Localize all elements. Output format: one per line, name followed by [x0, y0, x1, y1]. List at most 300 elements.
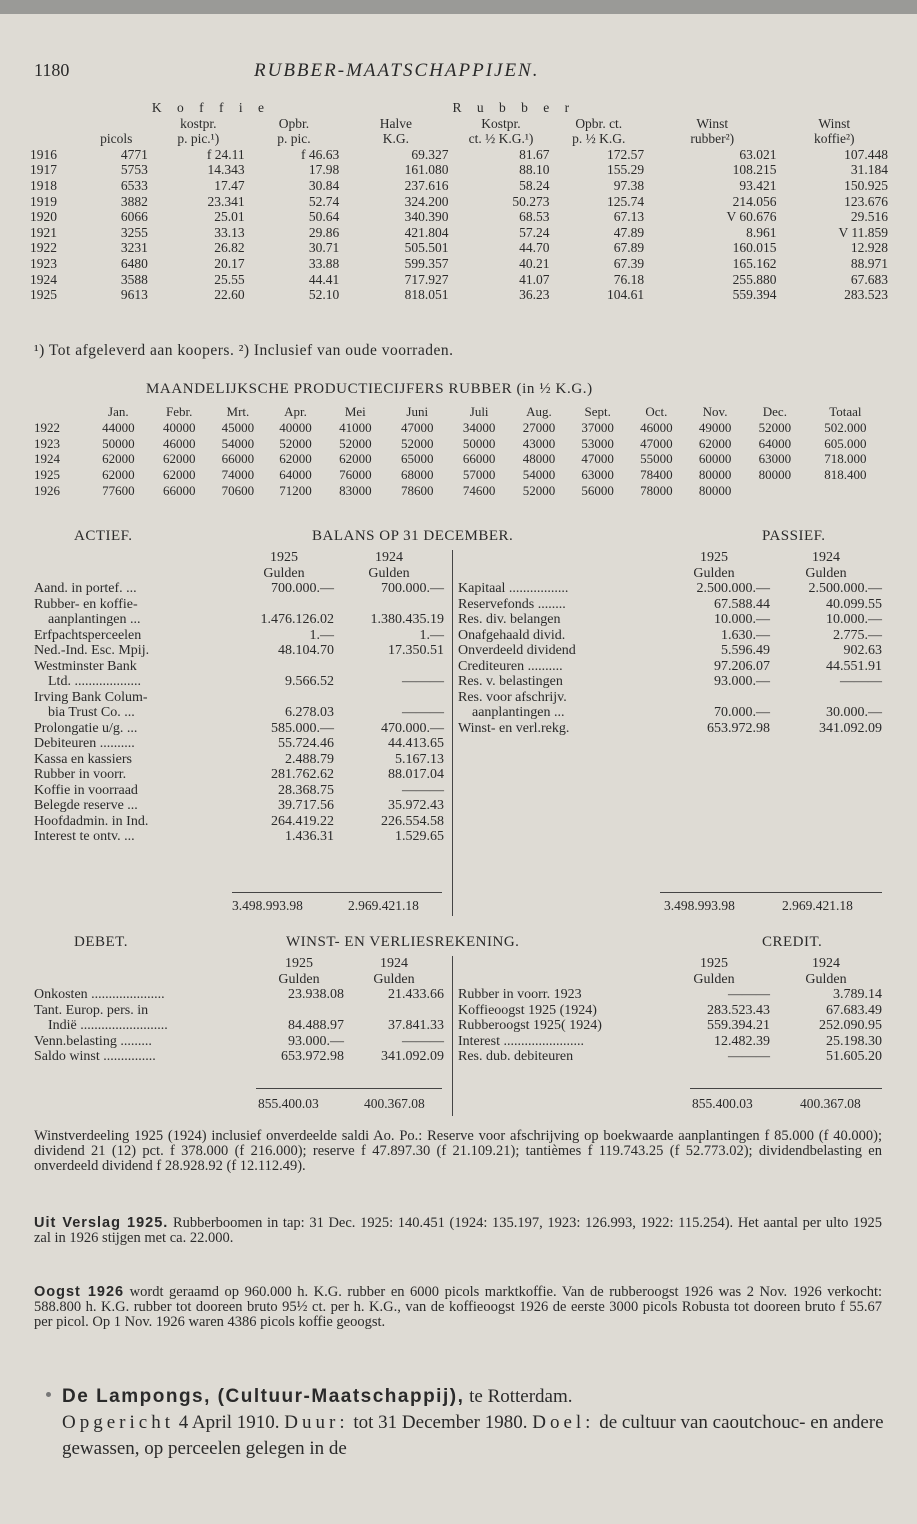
row-label: Tant. Europ. pers. in	[34, 1002, 149, 1018]
table-cell: 17.98	[308, 162, 340, 178]
verslag-paragraph	[34, 1216, 882, 1246]
empty-cell	[458, 956, 658, 972]
table-cell: 14.343	[207, 162, 245, 178]
table-cell: 62000	[698, 435, 732, 451]
table-row	[34, 1049, 444, 1065]
amount-1924: 88.017.04	[388, 767, 444, 782]
table-cell: 52000	[522, 482, 556, 498]
table-cell: f 46.63	[300, 146, 340, 162]
row-label: Res. voor afschrijv.	[458, 689, 567, 705]
table-cell: 67.13	[613, 209, 645, 225]
amount-1924: 2.500.000.—	[808, 581, 882, 596]
table-cell: V 11.859	[838, 224, 888, 240]
table-cell: 81.67	[519, 146, 550, 162]
amount-1924: 10.000.—	[826, 612, 882, 627]
row-label: Reservefonds ........	[458, 596, 566, 612]
empty-cell	[646, 100, 778, 116]
table-cell: 41.07	[519, 271, 550, 287]
table-cell: 83000	[339, 482, 372, 498]
table-cell: 6066	[120, 209, 148, 225]
amount-1924: ———	[402, 1033, 444, 1049]
row-label: Erfpachtsperceelen	[34, 627, 142, 643]
column-header: p. pic.	[277, 131, 311, 147]
table-cell: 76000	[339, 467, 372, 483]
table-cell: 818.051	[404, 287, 449, 303]
amount-1924: 341.092.09	[381, 1049, 444, 1064]
amount-1925: 1.—	[309, 627, 334, 643]
table-cell: 70600	[221, 482, 255, 498]
row-label: Aand. in portef. ...	[34, 581, 137, 596]
table-cell: 33.13	[214, 224, 245, 240]
balance-total-1924-right: 2.969.421.18	[782, 898, 853, 913]
balance-actief-table	[34, 550, 444, 845]
balance-total-rule-right	[660, 892, 882, 893]
koffie-group-label: K o f f i e	[151, 100, 271, 115]
table-row	[34, 674, 444, 690]
coffee-rubber-table	[28, 100, 890, 303]
table-cell: 237.616	[404, 177, 449, 193]
table-cell: 53000	[581, 435, 614, 451]
amount-1925: ———	[728, 987, 770, 1002]
amount-1924: 44.413.65	[388, 736, 444, 751]
table-cell: 63000	[581, 467, 614, 483]
table-cell: 64000	[758, 435, 792, 451]
table-cell: 50.64	[308, 209, 340, 225]
amount-1925: 653.972.98	[707, 720, 770, 736]
table-cell: 104.61	[606, 287, 645, 303]
table-cell: 34000	[462, 419, 496, 435]
unit-header: Gulden	[693, 565, 735, 581]
amount-1925: 23.938.08	[288, 987, 344, 1002]
table-row	[28, 256, 890, 272]
table-cell: 1924	[30, 271, 57, 287]
table-cell: 71200	[279, 482, 312, 498]
column-header: Aug.	[526, 404, 552, 419]
unit-header-row	[458, 972, 882, 988]
table-cell: 123.676	[844, 193, 888, 209]
table-cell: 324.200	[404, 193, 449, 209]
row-label: Rubber- en koffie-	[34, 596, 138, 612]
table-cell: 4771	[120, 146, 148, 162]
column-header: Kostpr.	[481, 115, 521, 131]
table-cell: 78000	[640, 482, 673, 498]
table-cell: 1921	[30, 224, 57, 240]
column-header: Nov.	[702, 404, 728, 419]
year-header: 1924	[375, 550, 403, 565]
amount-1924: 3.789.14	[833, 987, 882, 1002]
table-cell: 33.88	[308, 255, 340, 271]
table-cell: 605.000	[824, 435, 867, 451]
row-label: Koffieoogst 1925 (1924)	[458, 1002, 597, 1018]
table-row	[458, 612, 882, 628]
amount-1925	[234, 659, 334, 675]
table-row	[34, 436, 886, 452]
column-header: Totaal	[829, 404, 862, 419]
column-header: ct. ½ K.G.¹)	[468, 131, 534, 147]
row-label: Prolongatie u/g. ...	[34, 720, 138, 736]
column-header	[28, 116, 83, 132]
table-cell: 505.501	[404, 240, 449, 256]
column-header: Sept.	[584, 404, 611, 419]
column-header: Mrt.	[226, 404, 250, 419]
table-cell: 55000	[640, 451, 673, 467]
year-header: 1925	[285, 956, 313, 971]
table-cell: 47000	[581, 451, 614, 467]
balance-divider	[452, 550, 453, 916]
table-row	[34, 597, 444, 613]
balance-passief-table	[458, 550, 882, 736]
table-row	[34, 690, 444, 706]
table-cell: 255.880	[732, 271, 777, 287]
table-cell: 3255	[120, 224, 148, 240]
table-cell: 155.29	[606, 162, 645, 178]
amount-1924: 226.554.58	[381, 813, 444, 829]
table-group-header-row	[28, 100, 890, 116]
table-row	[28, 209, 890, 225]
year-header: 1924	[812, 956, 840, 971]
table-cell: 161.080	[404, 162, 449, 178]
row-label: Kassa en kassiers	[34, 751, 132, 767]
table-row	[458, 721, 882, 737]
table-row	[34, 987, 444, 1003]
unit-header-row	[458, 566, 882, 582]
amount-1924: ———	[402, 674, 444, 689]
column-header: p. pic.¹)	[177, 131, 220, 147]
page-number: 1180	[34, 60, 70, 80]
table-row	[34, 628, 444, 644]
table-cell: 58.24	[519, 177, 550, 193]
table-cell: 160.015	[732, 240, 777, 256]
column-header	[83, 116, 150, 132]
production-title: MAANDELIJKSCHE PRODUCTIECIJFERS RUBBER (in ½ K.G.)	[146, 381, 593, 397]
table-cell: 1923	[34, 435, 60, 451]
pnl-divider	[452, 956, 453, 1116]
table-cell: 1922	[34, 419, 60, 435]
pnl-credit-label: CREDIT.	[762, 934, 823, 950]
balance-total-rule-left	[232, 892, 442, 893]
amount-1924: 470.000.—	[381, 720, 444, 736]
table-cell: f 24.11	[206, 146, 245, 162]
duur-value: tot 31 December 1980.	[353, 1412, 528, 1433]
amount-1925: 281.762.62	[271, 767, 334, 782]
row-label: Onkosten .....................	[34, 987, 165, 1002]
amount-1924: ———	[402, 705, 444, 720]
table-row	[34, 829, 444, 845]
table-cell: 3588	[120, 271, 148, 287]
amount-1924: 37.841.33	[388, 1018, 444, 1033]
table-cell: 67.39	[613, 255, 645, 271]
table-cell: 47.89	[613, 224, 645, 240]
amount-1924: 1.529.65	[395, 829, 444, 844]
table-row	[28, 147, 890, 163]
table-cell: 1923	[30, 255, 57, 271]
table-cell	[805, 483, 886, 499]
pnl-total-1924-right: 400.367.08	[800, 1096, 861, 1111]
amount-1925: 55.724.46	[278, 736, 334, 751]
table-cell: 78400	[640, 467, 673, 483]
page-title: RUBBER-MAATSCHAPPIJEN.	[254, 60, 540, 81]
empty-cell	[458, 550, 658, 566]
table-row	[34, 643, 444, 659]
oogst-paragraph	[34, 1285, 882, 1331]
column-header: Mei	[344, 404, 366, 419]
table-cell: 40.21	[519, 255, 550, 271]
table-cell: 62000	[162, 467, 196, 483]
amount-1925: 39.717.56	[278, 798, 334, 813]
table-cell: 88.971	[850, 255, 888, 271]
table-cell: 340.390	[404, 209, 449, 225]
unit-header: Gulden	[373, 971, 415, 987]
column-header: K.G.	[382, 131, 410, 147]
pnl-title: WINST- EN VERLIESREKENING.	[286, 934, 520, 950]
empty-cell	[779, 100, 890, 116]
year-header: 1925	[700, 956, 728, 971]
verslag-label: Uit Verslag 1925.	[34, 1215, 169, 1231]
amount-1924: 21.433.66	[388, 987, 444, 1002]
table-row	[458, 674, 882, 690]
balance-total-1925-right: 3.498.993.98	[664, 898, 735, 913]
bullet-mark	[46, 1392, 51, 1397]
table-row	[34, 798, 444, 814]
amount-1924: ———	[402, 782, 444, 798]
row-label: Res. v. belastingen	[458, 674, 563, 689]
company-city: te Rotterdam.	[469, 1386, 573, 1407]
table-cell: 67.683	[850, 271, 888, 287]
row-label: Res. dub. debiteuren	[458, 1049, 574, 1064]
table-row	[28, 225, 890, 241]
column-header: Jan.	[108, 404, 129, 419]
table-cell: 68000	[400, 467, 434, 483]
table-cell: 80000	[698, 467, 732, 483]
amount-1925: 97.206.07	[714, 658, 770, 674]
table-cell: 69.327	[411, 146, 449, 162]
amount-1925: 6.278.03	[285, 705, 334, 720]
table-cell: 8.961	[746, 224, 777, 240]
table-row	[34, 721, 444, 737]
column-header: Opbr. ct.	[575, 115, 623, 131]
empty-cell	[34, 550, 234, 566]
row-label: Crediteuren ..........	[458, 658, 563, 674]
table-cell: 74600	[462, 482, 496, 498]
table-cell: 44.41	[308, 271, 340, 287]
table-row	[458, 690, 882, 706]
table-cell: 40000	[162, 419, 196, 435]
unit-header: Gulden	[805, 971, 847, 987]
winstverdeeling-paragraph: Winstverdeeling 1925 (1924) inclusief onverdeelde saldi Ao. Po.: Reserve voor afschrijving op boekwaarde aanplantingen f 85.000 (f 40.000); dividend 21 (12) pct. f 378.000 (f 216.000); reserve f 47.897.30 (f 21.109.21); tantièmes f 119.743.25 (f 52.773.02); dividendbelasting en onverdeeld dividend f 28.928.92 (f 12.112.49).	[34, 1128, 882, 1175]
table-cell: 1925	[34, 467, 60, 483]
table-row	[458, 597, 882, 613]
table-row	[34, 767, 444, 783]
table-cell: 80000	[698, 482, 732, 498]
year-header: 1925	[270, 550, 298, 565]
amount-1925: 10.000.—	[714, 612, 770, 627]
amount-1925: 9.566.52	[285, 674, 334, 689]
table-row	[34, 1003, 444, 1019]
table-cell: 25.01	[214, 209, 245, 225]
unit-header: Gulden	[278, 971, 320, 987]
table-row	[458, 1034, 882, 1050]
table-cell: 64000	[279, 467, 312, 483]
table-cell: 65000	[400, 451, 434, 467]
amount-1925	[234, 690, 334, 706]
table-header-row	[28, 131, 890, 147]
column-header: Halve	[379, 115, 412, 131]
table-cell: 57.24	[519, 224, 550, 240]
table-cell: 27000	[522, 419, 556, 435]
row-label: Rubberoogst 1925( 1924)	[458, 1018, 602, 1033]
opgericht-value: 4 April 1910.	[178, 1412, 280, 1433]
table-cell: 78600	[400, 482, 434, 498]
table-cell: 1920	[30, 209, 57, 225]
table-cell: 57000	[462, 467, 496, 483]
doel-value: de cultuur van caoutchouc- en andere gewassen, op perceelen gelegen in de	[62, 1412, 884, 1459]
year-header-row	[34, 550, 444, 566]
amount-1925: 28.368.75	[278, 782, 334, 798]
oogst-label: Oogst 1926	[34, 1284, 125, 1300]
amount-1925: 653.972.98	[281, 1049, 344, 1064]
table-cell: 26.82	[214, 240, 245, 256]
table-row	[28, 287, 890, 303]
table-cell: 52000	[339, 435, 372, 451]
table-cell: 52000	[758, 419, 792, 435]
row-label: Irving Bank Colum-	[34, 689, 148, 705]
amount-1924: 2.775.—	[833, 627, 882, 643]
column-header: Dec.	[762, 404, 787, 419]
pnl-total-1924-left: 400.367.08	[364, 1096, 425, 1111]
table-cell: 52000	[279, 435, 312, 451]
table-cell: 3231	[120, 240, 148, 256]
unit-header: Gulden	[693, 971, 735, 987]
table-row	[34, 659, 444, 675]
column-header: Apr.	[284, 404, 307, 419]
row-label: Interest .......................	[458, 1033, 584, 1049]
company-entry	[62, 1384, 886, 1462]
table-cell: 93.421	[739, 177, 777, 193]
company-name: De Lampongs, (Cultuur-Maatschappij),	[62, 1386, 465, 1407]
row-label: aanplantingen ...	[472, 705, 565, 720]
table-cell: 29.516	[850, 209, 888, 225]
amount-1924: 341.092.09	[819, 720, 882, 736]
year-header: 1924	[812, 550, 840, 565]
table-row	[28, 162, 890, 178]
table-cell: 37000	[581, 419, 614, 435]
table-cell: 1925	[30, 287, 57, 303]
oogst-text: wordt geraamd op 960.000 h. K.G. rubber en 6000 picols marktkoffie. Van de rubberoogst 1926 was 2 Nov. 1926 verkocht: 588.800 h. K.G. rubber tot dooreen bruto 95½ ct. per h. K.G., van de koffieoogst 1926 de eerste 3000 picols Robusta tot dooreen bruto f 55.67 per picol. Op 1 Nov. 1926 waren 4386 picols koffie geoogst.	[34, 1284, 883, 1331]
table-cell: 1918	[30, 177, 57, 193]
table-cell: 50.273	[512, 193, 550, 209]
amount-1925	[234, 597, 334, 613]
row-label: Saldo winst ...............	[34, 1049, 156, 1064]
row-label: Rubber in voorr. 1923	[458, 987, 582, 1002]
column-header: kostpr.	[180, 115, 217, 131]
amount-1925: 700.000.—	[271, 581, 334, 596]
column-header: koffie²)	[813, 131, 855, 147]
balance-actief-label: ACTIEF.	[74, 528, 133, 544]
amount-1925: 559.394.21	[707, 1018, 770, 1033]
production-table	[34, 404, 886, 499]
table-row	[458, 643, 882, 659]
table-row	[34, 736, 444, 752]
table-cell: 49000	[698, 419, 732, 435]
table-row	[34, 752, 444, 768]
table-cell: 97.38	[613, 177, 645, 193]
table-cell: 3882	[120, 193, 148, 209]
row-label: Rubber in voorr.	[34, 767, 127, 782]
row-label: Onafgehaald divid.	[458, 627, 566, 643]
table-row	[34, 581, 444, 597]
table-cell: 125.74	[606, 193, 645, 209]
pnl-debet-table	[34, 956, 444, 1065]
table-row	[34, 467, 886, 483]
table-row	[458, 987, 882, 1003]
table-cell: 1926	[34, 482, 60, 498]
row-label: Onverdeeld dividend	[458, 643, 576, 658]
empty-cell	[34, 956, 254, 972]
amount-1924: 30.000.—	[826, 705, 882, 720]
balance-passief-label: PASSIEF.	[762, 528, 826, 544]
table-cell: 29.86	[308, 224, 340, 240]
unit-header-row	[34, 972, 444, 988]
balance-total-1925-left: 3.498.993.98	[232, 898, 303, 913]
table-cell: 46000	[162, 435, 196, 451]
table-cell: 12.928	[850, 240, 888, 256]
row-label: Venn.belasting .........	[34, 1033, 152, 1049]
amount-1924: 252.090.95	[819, 1018, 882, 1033]
table-cell: 77600	[102, 482, 135, 498]
table-cell: 283.523	[844, 287, 888, 303]
table-cell: 6533	[120, 177, 148, 193]
row-label: Indië .........................	[48, 1018, 168, 1033]
table-cell: 1922	[30, 240, 57, 256]
empty-cell	[341, 100, 450, 116]
table-cell: 1919	[30, 193, 57, 209]
table-cell: 52000	[400, 435, 434, 451]
amount-1925: 93.000.—	[288, 1033, 344, 1049]
empty-cell	[28, 100, 83, 116]
pnl-total-rule-right	[690, 1088, 882, 1089]
table-cell: 23.341	[207, 193, 245, 209]
table-cell: 47000	[640, 435, 673, 451]
doel-label: Doel:	[532, 1412, 595, 1433]
table-cell	[745, 483, 805, 499]
table-row	[34, 612, 444, 628]
amount-1925	[254, 1003, 344, 1019]
amount-1925: 2.488.79	[285, 751, 334, 767]
row-label: Ned.-Ind. Esc. Mpij.	[34, 643, 150, 658]
amount-1925: 12.482.39	[714, 1033, 770, 1049]
empty-cell	[458, 972, 658, 988]
table-cell: 52.10	[308, 287, 340, 303]
column-header: Winst	[818, 115, 851, 131]
table-cell: 25.55	[214, 271, 245, 287]
amount-1925: 84.488.97	[288, 1018, 344, 1033]
column-header: Juni	[406, 404, 429, 419]
amount-1924	[334, 690, 444, 706]
column-header: rubber²)	[690, 131, 735, 147]
empty-cell	[34, 972, 254, 988]
table-header-row	[34, 404, 886, 420]
table-cell: 6480	[120, 255, 148, 271]
amount-1924	[334, 659, 444, 675]
pnl-credit-table	[458, 956, 882, 1065]
table-cell: 599.357	[404, 255, 449, 271]
table-row	[28, 240, 890, 256]
table-cell: 5753	[120, 162, 148, 178]
rubber-group-label: R u b b e r	[452, 100, 576, 115]
amount-1924: 17.350.51	[388, 643, 444, 658]
footnote: ¹) Tot afgeleverd aan koopers. ²) Inclusief van oude voorraden.	[34, 342, 454, 359]
table-cell: 559.394	[732, 287, 777, 303]
